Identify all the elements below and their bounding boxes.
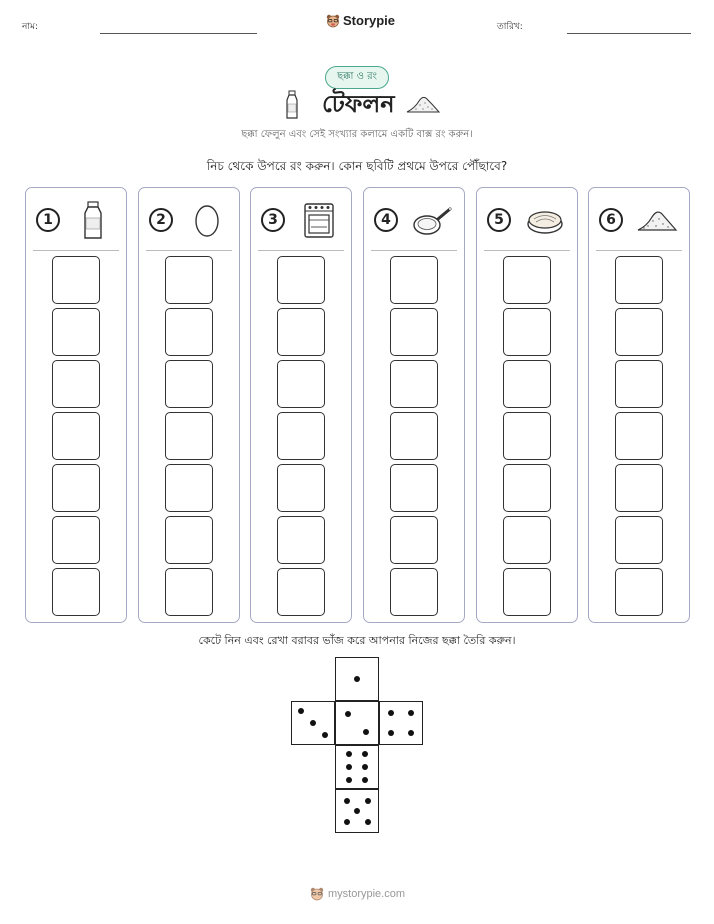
dice-pip	[344, 819, 350, 825]
color-box[interactable]	[503, 308, 551, 356]
cut-instruction: কেটে নিন এবং রেখা বরাবর ভাঁজ করে আপনার নিজের ছক্কা তৈরি করুন।	[198, 634, 516, 647]
column-divider	[146, 250, 232, 251]
color-box[interactable]	[165, 516, 213, 564]
page-title: টেফলন	[322, 90, 395, 118]
column-header	[364, 200, 464, 240]
color-box[interactable]	[390, 568, 438, 616]
column-header	[589, 200, 689, 240]
color-box[interactable]	[503, 256, 551, 304]
dice-face-2	[335, 701, 379, 745]
color-box[interactable]	[165, 256, 213, 304]
color-box[interactable]	[390, 412, 438, 460]
color-box[interactable]	[277, 256, 325, 304]
color-box[interactable]	[165, 360, 213, 408]
milk-bottle-icon	[285, 90, 299, 120]
column-number: 5	[487, 208, 511, 232]
storypie-mascot-icon	[326, 14, 340, 28]
column-number: 3	[261, 208, 285, 232]
dice-face-4	[379, 701, 423, 745]
column-number: 2	[149, 208, 173, 232]
footer	[310, 887, 405, 901]
color-box[interactable]	[52, 360, 100, 408]
column-header	[477, 200, 577, 240]
color-box[interactable]	[52, 516, 100, 564]
column-number: 6	[599, 208, 623, 232]
brand-name: Storypie	[343, 13, 396, 28]
color-box[interactable]	[390, 516, 438, 564]
column-header	[139, 200, 239, 240]
footer-url: mystorypie.com	[328, 888, 406, 900]
column-divider	[258, 250, 344, 251]
color-box[interactable]	[165, 464, 213, 512]
question-text: নিচ থেকে উপরে রং করুন। কোন ছবিটি প্রথমে উপরে পৌঁছাবে?	[206, 159, 508, 173]
dice-pip	[354, 676, 360, 682]
egg-icon	[185, 200, 229, 240]
dice-pip	[362, 777, 368, 783]
color-box[interactable]	[165, 308, 213, 356]
dice-pip	[310, 720, 316, 726]
color-box[interactable]	[615, 256, 663, 304]
column-divider	[484, 250, 570, 251]
color-box[interactable]	[52, 568, 100, 616]
date-line	[567, 33, 691, 34]
dice-pip	[388, 710, 394, 716]
dice-face-1	[335, 657, 379, 701]
dice-pip	[345, 711, 351, 717]
milk-bottle-icon	[72, 200, 116, 240]
column-divider	[596, 250, 682, 251]
name-line	[100, 33, 257, 34]
dice-pip	[354, 808, 360, 814]
color-box[interactable]	[503, 412, 551, 460]
color-box[interactable]	[165, 412, 213, 460]
dice-pip	[346, 764, 352, 770]
storypie-mascot-icon	[310, 887, 324, 901]
color-box[interactable]	[277, 412, 325, 460]
dice-pip	[322, 732, 328, 738]
dice-pip	[408, 710, 414, 716]
color-box[interactable]	[615, 360, 663, 408]
color-box[interactable]	[615, 412, 663, 460]
dice-pip	[362, 764, 368, 770]
instructions: ছক্কা ফেলুন এবং সেই সংখ্যার কলামে একটি বাক্স রং করুন।	[241, 129, 473, 140]
color-box[interactable]	[165, 568, 213, 616]
frying-pan-icon	[410, 200, 454, 240]
column-1	[25, 187, 127, 623]
color-box[interactable]	[615, 568, 663, 616]
color-box[interactable]	[52, 308, 100, 356]
dice-pip	[362, 751, 368, 757]
color-box[interactable]	[277, 516, 325, 564]
dice-face-6	[335, 745, 379, 789]
color-box[interactable]	[390, 360, 438, 408]
color-box[interactable]	[52, 412, 100, 460]
color-box[interactable]	[277, 568, 325, 616]
dice-pip	[298, 708, 304, 714]
color-box[interactable]	[277, 308, 325, 356]
game-type-badge: ছক্কা ও রং	[325, 66, 389, 89]
column-4	[363, 187, 465, 623]
color-box[interactable]	[503, 360, 551, 408]
pancake-icon	[523, 200, 567, 240]
dice-pip	[346, 777, 352, 783]
color-box[interactable]	[615, 308, 663, 356]
dice-pip	[365, 798, 371, 804]
color-box[interactable]	[390, 256, 438, 304]
column-3	[250, 187, 352, 623]
color-box[interactable]	[503, 568, 551, 616]
color-box[interactable]	[277, 360, 325, 408]
column-divider	[371, 250, 457, 251]
dice-pip	[365, 819, 371, 825]
column-header	[26, 200, 126, 240]
color-box[interactable]	[503, 516, 551, 564]
color-box[interactable]	[503, 464, 551, 512]
color-box[interactable]	[52, 256, 100, 304]
flour-pile-icon	[635, 200, 679, 240]
column-divider	[33, 250, 119, 251]
dice-pip	[408, 730, 414, 736]
column-header	[251, 200, 351, 240]
column-number: 1	[36, 208, 60, 232]
name-label: নাম:	[22, 22, 39, 32]
flour-pile-icon	[405, 93, 441, 115]
color-box[interactable]	[615, 516, 663, 564]
color-box[interactable]	[390, 464, 438, 512]
column-5	[476, 187, 578, 623]
dice-pip	[344, 798, 350, 804]
column-6	[588, 187, 690, 623]
color-box[interactable]	[390, 308, 438, 356]
oven-icon	[297, 200, 341, 240]
storypie-logo	[326, 13, 395, 28]
date-label: তারিখ:	[497, 22, 523, 32]
dice-face-3	[291, 701, 335, 745]
dice-pip	[346, 751, 352, 757]
column-number: 4	[374, 208, 398, 232]
dice-pip	[363, 729, 369, 735]
column-2	[138, 187, 240, 623]
color-box[interactable]	[615, 464, 663, 512]
dice-face-5	[335, 789, 379, 833]
color-box[interactable]	[52, 464, 100, 512]
dice-pip	[388, 730, 394, 736]
color-box[interactable]	[277, 464, 325, 512]
